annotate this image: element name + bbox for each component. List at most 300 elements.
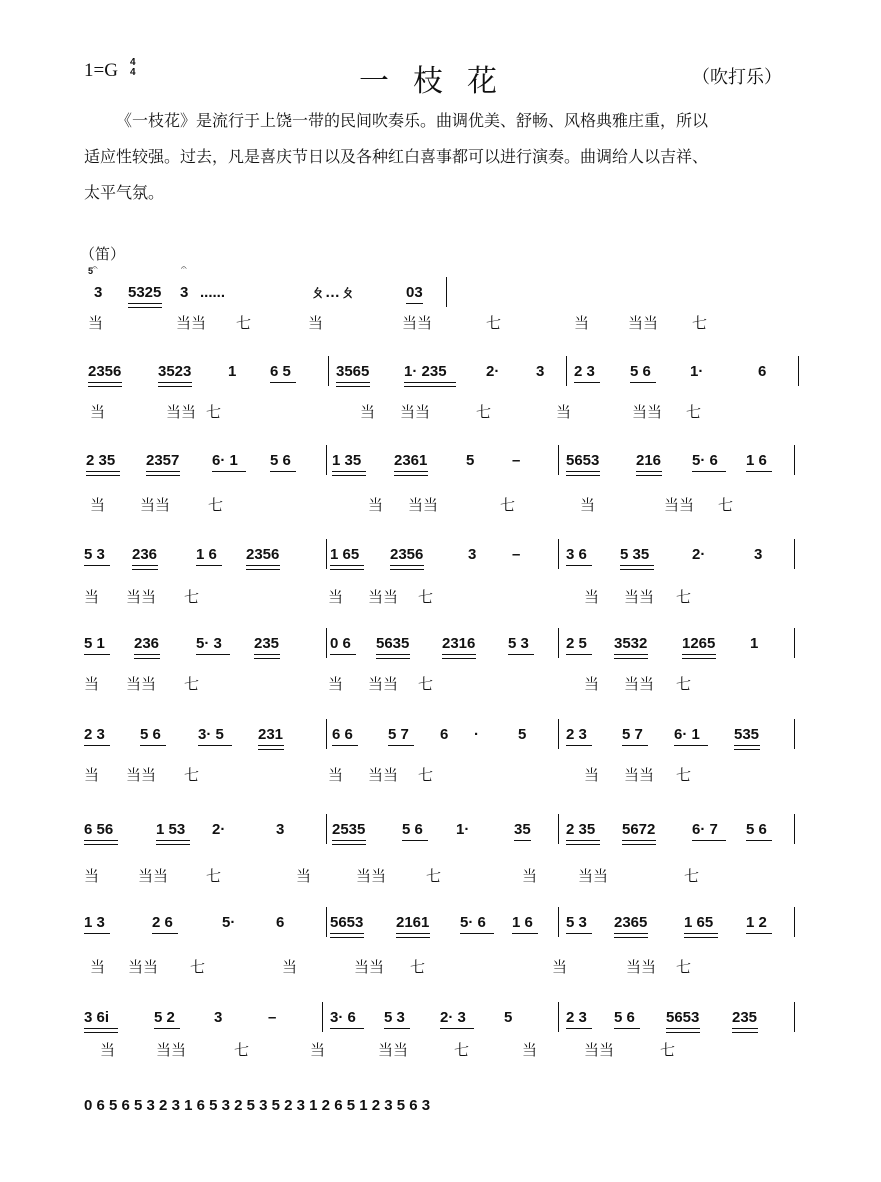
percussion-mark: 当当 (368, 675, 399, 693)
note-group: 6· 1 (212, 452, 238, 469)
beam-line (254, 654, 280, 655)
beam-line (396, 937, 430, 938)
beam-line (734, 749, 760, 750)
percussion-mark: 当当 (578, 867, 609, 885)
percussion-mark: 当当 (402, 314, 433, 332)
beam-line (746, 933, 772, 934)
beam-line (332, 745, 358, 746)
note-group: 5653 (330, 914, 364, 931)
note-group: 5 6 (270, 452, 291, 469)
beam-line (198, 745, 232, 746)
bar-line (326, 539, 327, 569)
note-group: 1· (690, 363, 704, 380)
note-group: 6 56 (84, 821, 114, 838)
beam-line (330, 1028, 364, 1029)
beam-line (84, 933, 110, 934)
note-group: 5 (504, 1009, 513, 1026)
beam-line (674, 745, 708, 746)
genre-label: （吹打乐） (692, 67, 782, 88)
bar-line (558, 1002, 559, 1032)
beam-line (146, 471, 180, 472)
beam-line (336, 382, 370, 383)
beam-line (86, 471, 120, 472)
note-group: 1 35 (332, 452, 362, 469)
beam-line (86, 475, 120, 476)
beam-line (566, 1028, 592, 1029)
beam-line (258, 745, 284, 746)
note-group: 2365 (614, 914, 648, 931)
percussion-mark: 当当 (138, 867, 169, 885)
beam-line (196, 654, 230, 655)
percussion-mark: 当 (84, 675, 100, 693)
percussion-mark: 当 (368, 496, 384, 514)
bar-line (326, 628, 327, 658)
beam-line (566, 471, 600, 472)
beam-line (566, 933, 592, 934)
note-group: 235 (254, 635, 280, 652)
percussion-mark: 七 (684, 867, 700, 885)
note-group: 1 6 (512, 914, 533, 931)
beam-line (152, 933, 178, 934)
time-signature-top: 4 (130, 57, 136, 68)
note-group: 6 6 (332, 726, 353, 743)
beam-line (666, 1032, 700, 1033)
beam-line (440, 1028, 474, 1029)
beam-line (614, 1028, 640, 1029)
note-group: 3 (180, 284, 189, 301)
beam-line (158, 386, 192, 387)
note-group: 6 (276, 914, 285, 931)
beam-line (376, 658, 410, 659)
percussion-mark: 七 (686, 403, 702, 421)
percussion-mark: 当 (282, 958, 298, 976)
percussion-mark: 七 (426, 867, 442, 885)
note-group: 2 35 (566, 821, 596, 838)
beam-line (636, 475, 662, 476)
beam-line (682, 654, 716, 655)
beam-line (270, 382, 296, 383)
beam-line (246, 569, 280, 570)
percussion-mark: 当 (556, 403, 572, 421)
note-group: 1 2 (746, 914, 767, 931)
percussion-mark: 当 (584, 675, 600, 693)
percussion-mark: 当当 (624, 766, 655, 784)
note-group: 5· (222, 914, 236, 931)
note-group: 3 6i (84, 1009, 110, 1026)
note-group: 3 (214, 1009, 223, 1026)
beam-line (684, 933, 718, 934)
beam-line (620, 569, 654, 570)
percussion-mark: 七 (418, 588, 434, 606)
note-group: 6 (758, 363, 767, 380)
beam-line (734, 745, 760, 746)
note-group: – (512, 452, 521, 469)
bar-line (558, 814, 559, 844)
beam-line (566, 840, 600, 841)
note-group: 3565 (336, 363, 370, 380)
note-group: 2357 (146, 452, 180, 469)
beam-line (258, 749, 284, 750)
note-group: 5325 (128, 284, 162, 301)
note-group: 1 65 (330, 546, 360, 563)
note-group: 236 (134, 635, 160, 652)
percussion-mark: 当当 (400, 403, 431, 421)
beam-line (330, 569, 364, 570)
note-group: 1 (750, 635, 759, 652)
beam-line (566, 654, 592, 655)
percussion-mark: 当当 (378, 1041, 409, 1059)
note-group: 35 (514, 821, 531, 838)
beam-line (614, 937, 648, 938)
percussion-mark: 七 (410, 958, 426, 976)
beam-line (88, 386, 122, 387)
beam-line (388, 745, 414, 746)
fermata-icon: 𝄐 (92, 263, 98, 274)
percussion-mark: 当 (328, 675, 344, 693)
bar-line (326, 445, 327, 475)
percussion-mark: 当当 (354, 958, 385, 976)
beam-line (84, 1032, 118, 1033)
note-group: ㄆ…ㄆ (310, 284, 356, 301)
percussion-mark: 当当 (632, 403, 663, 421)
note-group: 5653 (666, 1009, 700, 1026)
note-group: 5 3 (508, 635, 529, 652)
beam-line (622, 745, 648, 746)
beam-line (390, 565, 424, 566)
fermata-icon: 𝄐 (181, 263, 187, 274)
percussion-mark: 七 (418, 675, 434, 693)
percussion-mark: 七 (486, 314, 502, 332)
percussion-mark: 当 (574, 314, 590, 332)
percussion-mark: 当当 (368, 588, 399, 606)
bar-line (558, 907, 559, 937)
percussion-mark: 当当 (628, 314, 659, 332)
note-group: 5 1 (84, 635, 105, 652)
beam-line (84, 840, 118, 841)
percussion-mark: 当 (84, 766, 100, 784)
beam-line (614, 654, 648, 655)
percussion-mark: 七 (676, 766, 692, 784)
beam-line (332, 471, 366, 472)
percussion-mark: 当当 (126, 675, 157, 693)
beam-line (254, 658, 280, 659)
note-group: 5 6 (746, 821, 767, 838)
bar-line (566, 356, 567, 386)
beam-line (128, 307, 162, 308)
note-group: 5635 (376, 635, 410, 652)
beam-line (330, 654, 356, 655)
beam-line (140, 745, 166, 746)
beam-line (512, 933, 538, 934)
beam-line (682, 658, 716, 659)
percussion-mark: 当当 (126, 766, 157, 784)
bar-line (558, 539, 559, 569)
beam-line (404, 386, 456, 387)
note-group: 5 7 (388, 726, 409, 743)
percussion-mark: 七 (454, 1041, 470, 1059)
beam-line (614, 658, 648, 659)
note-group: 3 (536, 363, 545, 380)
percussion-mark: 当当 (356, 867, 387, 885)
beam-line (620, 565, 654, 566)
bar-line (558, 445, 559, 475)
note-group: 2 3 (566, 1009, 587, 1026)
beam-line (566, 844, 600, 845)
note-group: 3523 (158, 363, 192, 380)
note-group: 2535 (332, 821, 366, 838)
bar-line (794, 539, 795, 569)
note-group: 5 35 (620, 546, 650, 563)
beam-line (732, 1032, 758, 1033)
bar-line (326, 719, 327, 749)
beam-line (270, 471, 296, 472)
note-group: 6· 7 (692, 821, 718, 838)
beam-line (390, 569, 424, 570)
beam-line (746, 471, 772, 472)
beam-line (666, 1028, 700, 1029)
bar-line (326, 814, 327, 844)
note-group: – (512, 546, 521, 563)
note-group: 5 6 (402, 821, 423, 838)
percussion-mark: 当 (360, 403, 376, 421)
note-group: 2316 (442, 635, 476, 652)
bar-line (328, 356, 329, 386)
percussion-mark: 当当 (584, 1041, 615, 1059)
note-group: – (268, 1009, 277, 1026)
note-group: 1 53 (156, 821, 186, 838)
note-group: 3· 6 (330, 1009, 356, 1026)
note-group: 1 6 (196, 546, 217, 563)
beam-line (84, 745, 110, 746)
beam-line (396, 933, 430, 934)
percussion-mark: 当当 (176, 314, 207, 332)
beam-line (84, 654, 110, 655)
percussion-mark: 当 (580, 496, 596, 514)
percussion-mark: 当当 (126, 588, 157, 606)
page-title: 一枝花 (359, 64, 521, 99)
note-group: 1 6 (746, 452, 767, 469)
beam-line (684, 937, 718, 938)
note-group: 2 35 (86, 452, 116, 469)
percussion-mark: 七 (236, 314, 252, 332)
bar-line (558, 628, 559, 658)
note-group: 535 (734, 726, 760, 743)
beam-line (614, 933, 648, 934)
beam-line (566, 745, 592, 746)
beam-line (156, 840, 190, 841)
percussion-mark: 七 (660, 1041, 676, 1059)
note-group: 2 5 (566, 635, 587, 652)
bar-line (794, 719, 795, 749)
percussion-mark: 当 (328, 588, 344, 606)
percussion-mark: 当当 (624, 588, 655, 606)
note-group: 2356 (88, 363, 122, 380)
percussion-mark: 当 (100, 1041, 116, 1059)
grace-note: 5 (88, 266, 94, 276)
percussion-mark: 当 (522, 867, 538, 885)
beam-line (246, 565, 280, 566)
beam-line (406, 303, 423, 304)
score-header (0, 0, 881, 110)
beam-line (404, 382, 456, 383)
beam-line (574, 382, 600, 383)
percussion-mark: 七 (206, 403, 222, 421)
percussion-mark: 当当 (664, 496, 695, 514)
percussion-mark: 七 (234, 1041, 250, 1059)
percussion-mark: 七 (184, 675, 200, 693)
beam-line (332, 475, 366, 476)
note-group: 5· 6 (460, 914, 486, 931)
percussion-mark: 七 (676, 675, 692, 693)
beam-line (132, 569, 158, 570)
bar-line (446, 277, 447, 307)
note-group: 3 (754, 546, 763, 563)
percussion-mark: 当 (88, 314, 104, 332)
intro-line-1: 《一枝花》是流行于上饶一带的民间吹奏乐。曲调优美、舒畅、风格典雅庄重，所以 (116, 111, 709, 130)
percussion-mark: 当 (310, 1041, 326, 1059)
bar-line (326, 907, 327, 937)
beam-line (376, 654, 410, 655)
percussion-mark: 七 (676, 588, 692, 606)
bar-line (794, 814, 795, 844)
beam-line (402, 840, 428, 841)
time-signature (130, 58, 136, 78)
beam-line (158, 382, 192, 383)
beam-line (384, 1028, 410, 1029)
beam-line (636, 471, 662, 472)
percussion-mark: 七 (692, 314, 708, 332)
note-group: 5 (466, 452, 475, 469)
note-group: 5653 (566, 452, 600, 469)
beam-line (84, 844, 118, 845)
note-group: 236 (132, 546, 158, 563)
note-group: 6 5 (270, 363, 291, 380)
note-group: 5 6 (614, 1009, 635, 1026)
beam-line (84, 1028, 118, 1029)
instrument-label: （笛） (80, 245, 126, 263)
percussion-mark: 当当 (128, 958, 159, 976)
note-group: 3532 (614, 635, 648, 652)
note-group: 3· 5 (198, 726, 224, 743)
percussion-mark: 当 (296, 867, 312, 885)
note-group: 1· (456, 821, 470, 838)
beam-line (394, 475, 428, 476)
note-group: 5 7 (622, 726, 643, 743)
beam-line (330, 933, 364, 934)
intro-line-3: 太平气氛。 (84, 183, 165, 202)
note-group: 216 (636, 452, 662, 469)
percussion-mark: 当当 (368, 766, 399, 784)
note-group: 235 (732, 1009, 758, 1026)
note-group: 5· 3 (196, 635, 222, 652)
beam-line (442, 658, 476, 659)
note-group: 03 (406, 284, 423, 301)
percussion-mark: 七 (418, 766, 434, 784)
beam-line (460, 933, 494, 934)
note-group: 5 3 (384, 1009, 405, 1026)
beam-line (332, 844, 366, 845)
beam-line (88, 382, 122, 383)
beam-line (134, 658, 160, 659)
percussion-mark: 当当 (166, 403, 197, 421)
note-group: 2· (486, 363, 500, 380)
note-group: 1 65 (684, 914, 714, 931)
percussion-mark: 当 (308, 314, 324, 332)
note-group: 3 (276, 821, 285, 838)
percussion-mark: 当 (584, 588, 600, 606)
note-group: 2161 (396, 914, 430, 931)
key-signature: 1=G (84, 60, 118, 81)
beam-line (330, 937, 364, 938)
beam-line (128, 303, 162, 304)
percussion-mark: 七 (206, 867, 222, 885)
note-group: · (474, 726, 479, 743)
note-group: 2356 (390, 546, 424, 563)
percussion-mark: 七 (718, 496, 734, 514)
percussion-mark: 当 (90, 958, 106, 976)
note-group: 3 6 (566, 546, 587, 563)
note-group: 1 3 (84, 914, 105, 931)
beam-line (566, 475, 600, 476)
note-group: 6· 1 (674, 726, 700, 743)
beam-line (394, 471, 428, 472)
bar-line (794, 445, 795, 475)
note-group: 5· 6 (692, 452, 718, 469)
beam-line (622, 844, 656, 845)
beam-line (332, 840, 366, 841)
percussion-mark: 七 (676, 958, 692, 976)
beam-line (508, 654, 534, 655)
note-group: 2· (692, 546, 706, 563)
beam-line (84, 565, 110, 566)
beam-line (442, 654, 476, 655)
note-group: 2356 (246, 546, 280, 563)
percussion-mark: 当当 (626, 958, 657, 976)
final-number-line: 0 6 5 6 5 3 2 3 1 6 5 3 2 5 3 5 2 3 1 2 6 5 1 2 3 5 6 3 (84, 1097, 431, 1114)
beam-line (156, 844, 190, 845)
percussion-mark: 七 (184, 588, 200, 606)
note-group: 5 3 (566, 914, 587, 931)
percussion-mark: 当 (584, 766, 600, 784)
note-group: 2 3 (566, 726, 587, 743)
intro-line-2: 适应性较强。过去，凡是喜庆节日以及各种红白喜事都可以进行演奏。曲调给人以吉祥、 (84, 147, 709, 166)
note-group: 5 2 (154, 1009, 175, 1026)
beam-line (514, 840, 531, 841)
beam-line (146, 475, 180, 476)
percussion-mark: 当 (90, 496, 106, 514)
percussion-mark: 七 (190, 958, 206, 976)
percussion-mark: 当当 (624, 675, 655, 693)
percussion-mark: 七 (500, 496, 516, 514)
beam-line (732, 1028, 758, 1029)
beam-line (692, 840, 726, 841)
beam-line (154, 1028, 180, 1029)
beam-line (746, 840, 772, 841)
note-group: 2 3 (84, 726, 105, 743)
note-group: 5 6 (140, 726, 161, 743)
note-group: 5 3 (84, 546, 105, 563)
note-group: 5672 (622, 821, 656, 838)
percussion-mark: 当 (328, 766, 344, 784)
bar-line (558, 719, 559, 749)
beam-line (622, 840, 656, 841)
time-signature-bottom: 4 (130, 67, 136, 78)
note-group: 3 (94, 284, 103, 301)
percussion-mark: 七 (184, 766, 200, 784)
percussion-mark: 当当 (156, 1041, 187, 1059)
note-group: 2 6 (152, 914, 173, 931)
intro-paragraph (84, 103, 804, 211)
